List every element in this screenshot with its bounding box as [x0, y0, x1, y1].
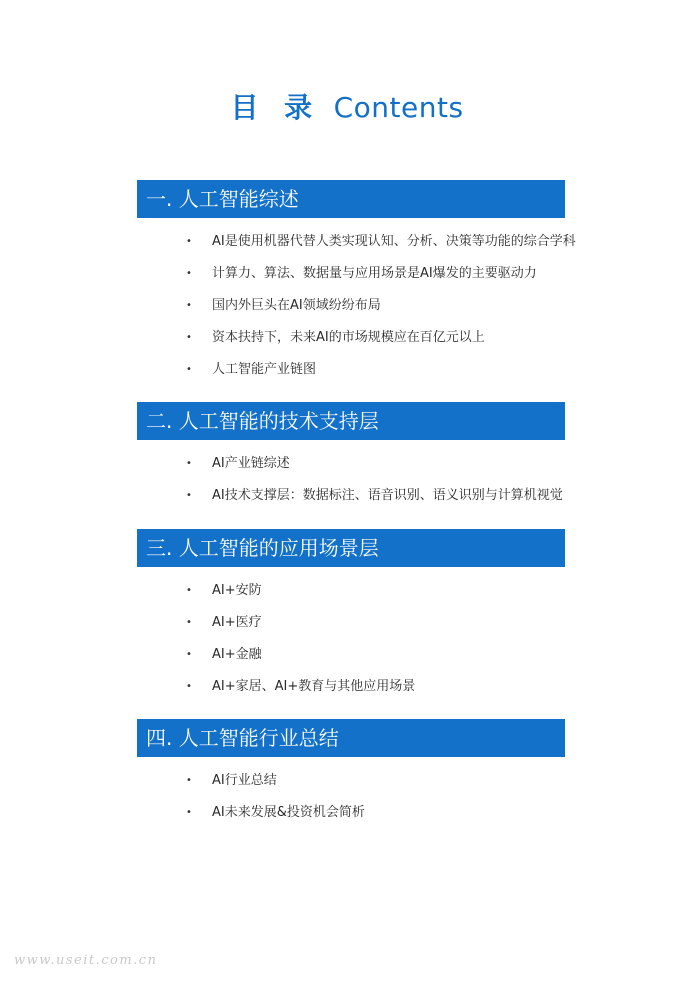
bullet-icon: •: [186, 807, 192, 818]
toc-item[interactable]: [0, 354, 694, 386]
watermark: www.useit.com.cn: [14, 953, 158, 968]
section-items-1: [0, 226, 694, 386]
toc-item-label: AI+家居、AI+教育与其他应用场景: [212, 679, 416, 694]
toc-item[interactable]: [0, 290, 694, 322]
toc-item-label: AI+医疗: [212, 615, 262, 630]
bullet-icon: •: [186, 458, 192, 469]
toc-item-label: AI行业总结: [212, 773, 277, 788]
page-title: [0, 86, 694, 126]
bullet-icon: •: [186, 268, 192, 279]
toc-item-label: AI是使用机器代替人类实现认知、分析、决策等功能的综合学科: [212, 234, 576, 249]
bullet-icon: •: [186, 236, 192, 247]
toc-item-label: AI产业链综述: [212, 456, 290, 471]
section-items-4: [0, 765, 694, 829]
toc-item[interactable]: [0, 575, 694, 607]
toc-item[interactable]: [0, 448, 694, 480]
bullet-icon: •: [186, 364, 192, 375]
bullet-icon: •: [186, 300, 192, 311]
bullet-icon: •: [186, 775, 192, 786]
toc-item[interactable]: [0, 765, 694, 797]
section-items-3: [0, 575, 694, 703]
toc-item[interactable]: [0, 226, 694, 258]
bullet-icon: •: [186, 649, 192, 660]
toc-item-label: AI未来发展&投资机会简析: [212, 805, 365, 820]
toc-item[interactable]: [0, 607, 694, 639]
bullet-icon: •: [186, 332, 192, 343]
toc-item-label: 人工智能产业链图: [212, 362, 317, 377]
toc-item-label: AI技术支撑层：数据标注、语音识别、语义识别与计算机视觉: [212, 488, 563, 503]
toc-item[interactable]: [0, 480, 694, 512]
section-items-2: [0, 448, 694, 512]
bullet-icon: •: [186, 681, 192, 692]
section-heading-2[interactable]: 二. 人工智能的技术支持层: [137, 402, 565, 440]
toc-item-label: AI+安防: [212, 583, 262, 598]
toc-item-label: AI+金融: [212, 647, 262, 662]
bullet-icon: •: [186, 617, 192, 628]
toc-item-label: 资本扶持下，未来AI的市场规模应在百亿元以上: [212, 330, 485, 345]
section-heading-1[interactable]: 一. 人工智能综述: [137, 180, 565, 218]
bullet-icon: •: [186, 490, 192, 501]
toc-item-label: 国内外巨头在AI领域纷纷布局: [212, 298, 381, 313]
toc-item[interactable]: [0, 322, 694, 354]
page-title-cn: 目 录: [230, 91, 321, 124]
page-title-en: Contents: [333, 91, 464, 124]
section-heading-4[interactable]: 四. 人工智能行业总结: [137, 719, 565, 757]
toc-item[interactable]: [0, 797, 694, 829]
bullet-icon: •: [186, 585, 192, 596]
toc-item[interactable]: [0, 258, 694, 290]
toc-item[interactable]: [0, 671, 694, 703]
toc-item[interactable]: [0, 639, 694, 671]
section-heading-3[interactable]: 三. 人工智能的应用场景层: [137, 529, 565, 567]
toc-item-label: 计算力、算法、数据量与应用场景是AI爆发的主要驱动力: [212, 266, 537, 281]
